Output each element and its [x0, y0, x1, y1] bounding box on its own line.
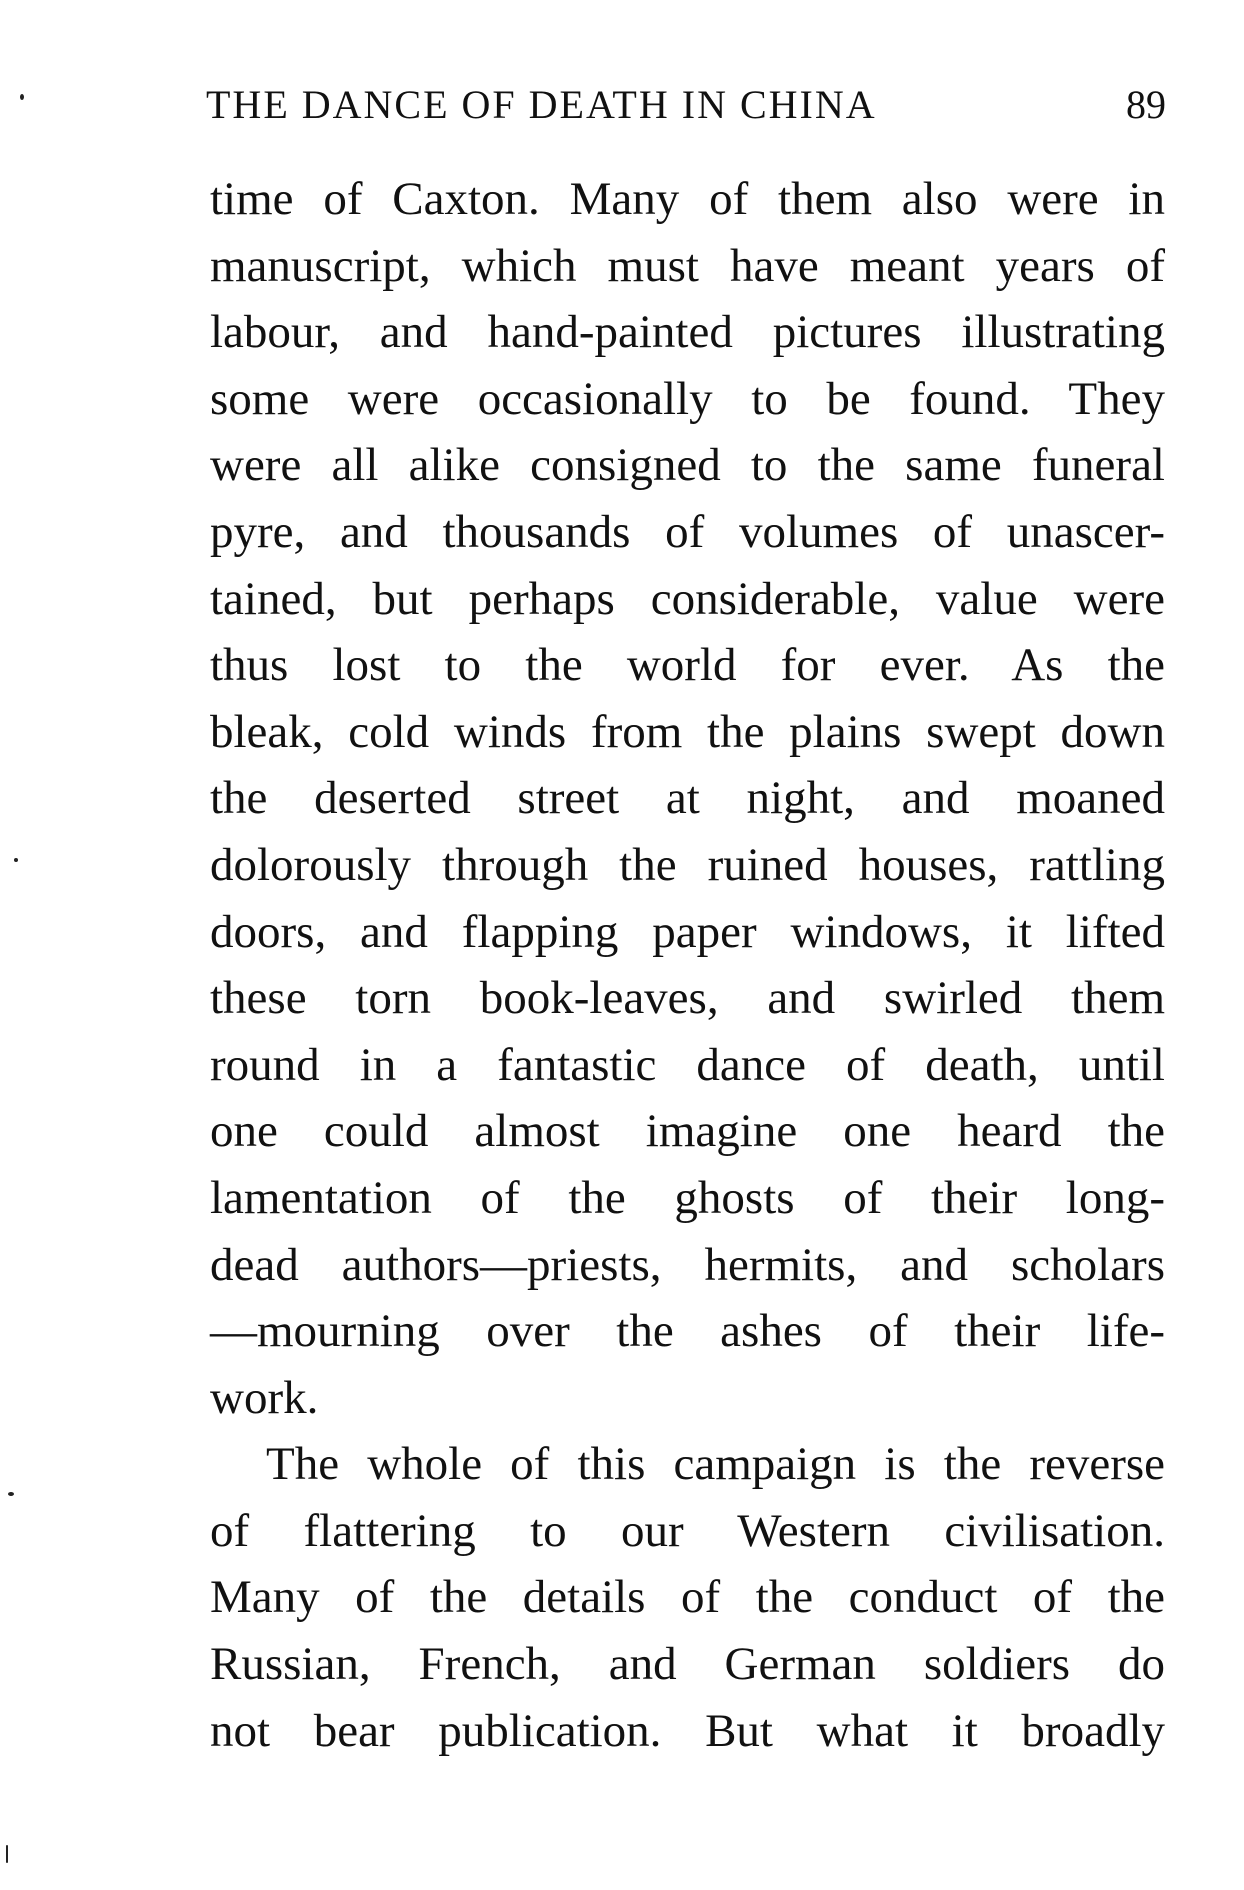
text-line: tained, but perhaps considerable, value were: [210, 572, 1165, 625]
text-line: the deserted street at night, and moaned: [210, 772, 1165, 825]
text-line: doors, and flapping paper windows, it lifted: [210, 905, 1165, 958]
scan-speck: [8, 1492, 14, 1496]
paragraph-2: [210, 1431, 1165, 1764]
text-line: one could almost imagine one heard the: [210, 1105, 1165, 1158]
page-number: 89: [1126, 82, 1166, 127]
running-title: THE DANCE OF DEATH IN CHINA: [206, 82, 877, 127]
text-line: Many of the details of the conduct of the: [210, 1571, 1165, 1624]
text-line: these torn book-leaves, and swirled them: [210, 972, 1165, 1025]
text-line: dolorously through the ruined houses, rattling: [210, 838, 1165, 891]
text-line: time of Caxton. Many of them also were in: [210, 173, 1165, 225]
text-line: some were occasionally to be found. They: [210, 372, 1165, 425]
text-line: Russian, French, and German soldiers do: [210, 1638, 1165, 1691]
text-line: of flattering to our Western civilisation.: [210, 1504, 1165, 1557]
text-line: pyre, and thousands of volumes of unascer-: [210, 505, 1165, 558]
text-line: labour, and hand-painted pictures illustrating: [210, 306, 1165, 359]
text-line: bleak, cold winds from the plains swept down: [210, 705, 1165, 758]
paragraph-1: [210, 166, 1165, 1431]
text-line: were all alike consigned to the same funeral: [210, 439, 1165, 492]
text-line: work.: [210, 1371, 319, 1424]
text-line: lamentation of the ghosts of their long-: [210, 1171, 1165, 1224]
running-head: [206, 80, 1166, 130]
text-line: dead authors—priests, hermits, and scholars: [210, 1238, 1165, 1291]
scan-speck: [14, 858, 18, 862]
text-line: —mourning over the ashes of their life-: [210, 1305, 1165, 1358]
text-line: not bear publication. But what it broadly: [210, 1704, 1165, 1757]
text-line: thus lost to the world for ever. As the: [210, 639, 1165, 692]
scan-speck: [6, 1845, 8, 1863]
text-line: The whole of this campaign is the reverse: [266, 1438, 1165, 1491]
text-line: round in a fantastic dance of death, until: [210, 1038, 1165, 1091]
text-line: manuscript, which must have meant years of: [210, 239, 1165, 292]
body-text: [210, 166, 1165, 1764]
scan-speck: [20, 94, 24, 100]
